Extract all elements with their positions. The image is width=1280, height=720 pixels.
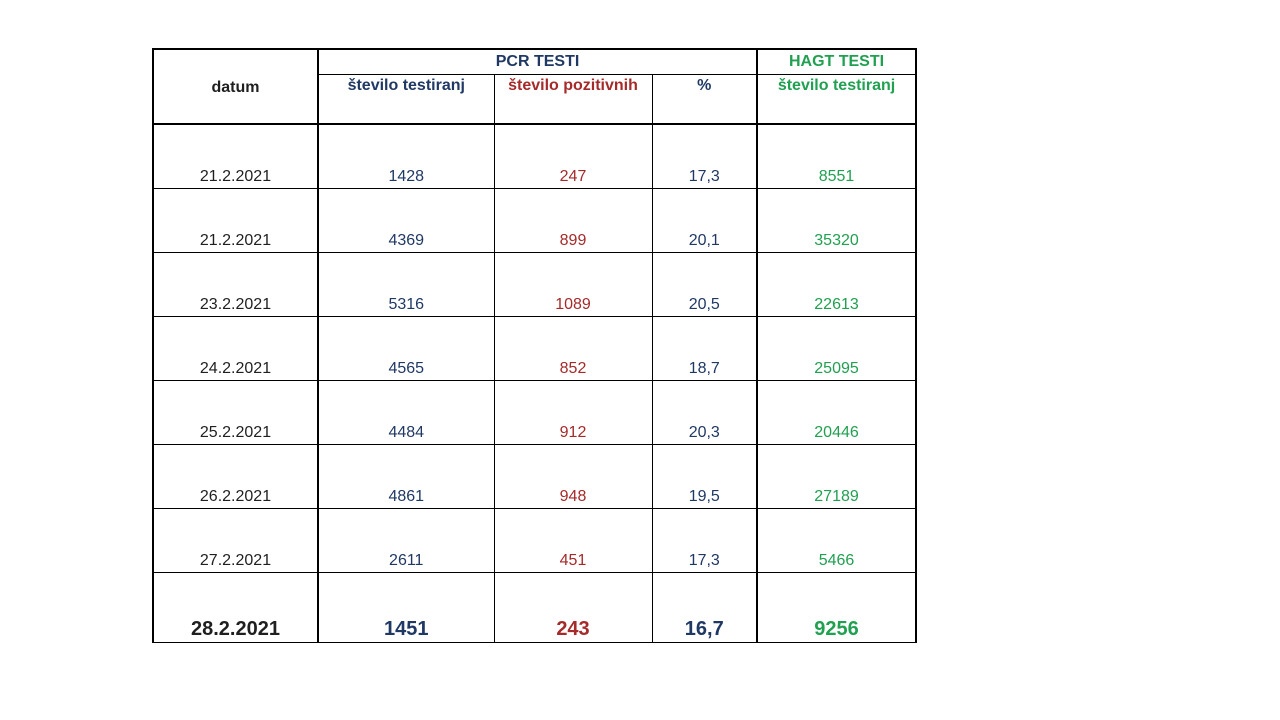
- hagt-tests-cell: 8551: [757, 124, 916, 189]
- percent-cell: 18,7: [652, 317, 757, 381]
- pcr-tests-cell: 2611: [318, 509, 494, 573]
- percent-cell: 17,3: [652, 124, 757, 189]
- date-cell: 21.2.2021: [153, 124, 318, 189]
- pcr-positive-cell: 899: [494, 189, 652, 253]
- hagt-tests-cell: 5466: [757, 509, 916, 573]
- percent-cell: 20,5: [652, 253, 757, 317]
- table-row: [153, 317, 916, 381]
- hagt-tests-cell: 22613: [757, 253, 916, 317]
- hagt-tests-header: število testiranj: [757, 75, 916, 125]
- pcr-positive-cell: 912: [494, 381, 652, 445]
- pcr-positive-cell: 1089: [494, 253, 652, 317]
- pcr-positive-cell: 852: [494, 317, 652, 381]
- table-row-latest: [153, 573, 916, 643]
- date-cell: 21.2.2021: [153, 189, 318, 253]
- hagt-group-header: HAGT TESTI: [757, 49, 916, 75]
- table-row: [153, 509, 916, 573]
- datum-header: datum: [153, 49, 318, 124]
- date-cell: 26.2.2021: [153, 445, 318, 509]
- table-row: [153, 445, 916, 509]
- testing-table-sheet: [152, 48, 915, 640]
- pcr-tests-cell: 4861: [318, 445, 494, 509]
- date-cell: 28.2.2021: [153, 573, 318, 643]
- table-row: [153, 189, 916, 253]
- pcr-tests-cell: 4565: [318, 317, 494, 381]
- percent-header: %: [652, 75, 757, 125]
- percent-cell: 20,3: [652, 381, 757, 445]
- percent-cell: 20,1: [652, 189, 757, 253]
- table-row: [153, 253, 916, 317]
- table-row: [153, 124, 916, 189]
- pcr-positive-cell: 948: [494, 445, 652, 509]
- pcr-tests-cell: 1428: [318, 124, 494, 189]
- date-cell: 24.2.2021: [153, 317, 318, 381]
- hagt-tests-cell: 35320: [757, 189, 916, 253]
- pcr-group-header: PCR TESTI: [318, 49, 757, 75]
- percent-cell: 19,5: [652, 445, 757, 509]
- header-group-row: [153, 49, 916, 75]
- pcr-positive-cell: 451: [494, 509, 652, 573]
- pcr-tests-cell: 4484: [318, 381, 494, 445]
- hagt-tests-cell: 9256: [757, 573, 916, 643]
- date-cell: 27.2.2021: [153, 509, 318, 573]
- date-cell: 25.2.2021: [153, 381, 318, 445]
- pcr-tests-cell: 4369: [318, 189, 494, 253]
- testing-table: [152, 48, 917, 643]
- pcr-tests-cell: 5316: [318, 253, 494, 317]
- table-row: [153, 381, 916, 445]
- pcr-positive-header: število pozitivnih: [494, 75, 652, 125]
- pcr-tests-header: število testiranj: [318, 75, 494, 125]
- percent-cell: 16,7: [652, 573, 757, 643]
- pcr-tests-cell: 1451: [318, 573, 494, 643]
- hagt-tests-cell: 20446: [757, 381, 916, 445]
- hagt-tests-cell: 27189: [757, 445, 916, 509]
- pcr-positive-cell: 247: [494, 124, 652, 189]
- date-cell: 23.2.2021: [153, 253, 318, 317]
- hagt-tests-cell: 25095: [757, 317, 916, 381]
- pcr-positive-cell: 243: [494, 573, 652, 643]
- percent-cell: 17,3: [652, 509, 757, 573]
